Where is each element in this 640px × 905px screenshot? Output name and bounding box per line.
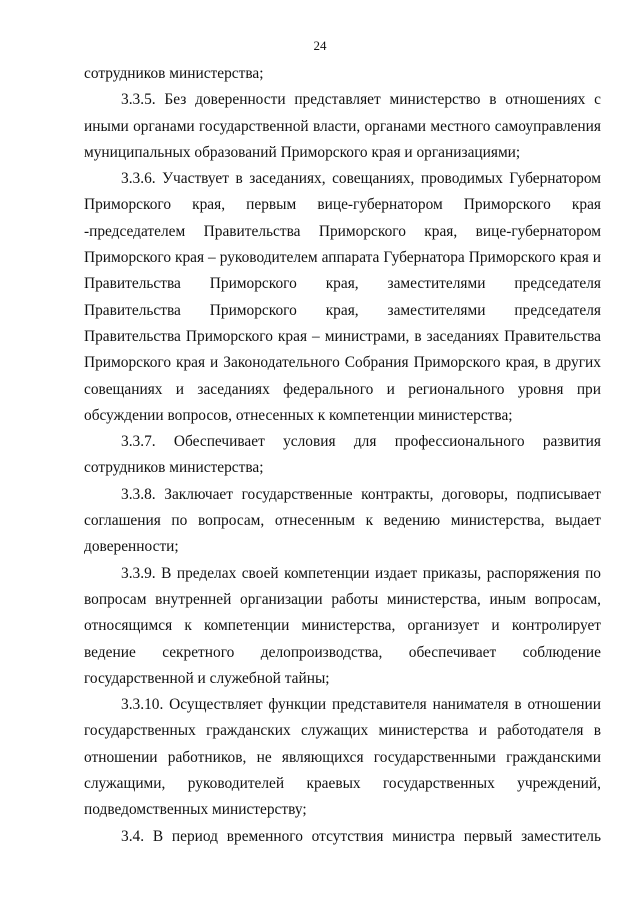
- paragraph-3-4: 3.4. В период временного отсутствия министра первый заместитель: [121, 827, 601, 845]
- document-body: [84, 61, 601, 850]
- paragraph-3-3-5: 3.3.5. Без доверенности представляет министерство в отношениях с иными органами государственной власти, органами местного самоуправления муниципальных образований Приморского края и организациями;: [84, 91, 601, 161]
- paragraph-3-3-6: 3.3.6. Участвует в заседаниях, совещаниях, проводимых Губернатором Приморского края, первым вице-губернатором Приморского края -председателем Правительства Приморского края, вице-губернатором Приморского края – руководителем аппарата Губернатора Приморского края и Правительства Приморского края, заместителями председателя Правительства Приморского края, заместителями председателя Правительства Приморского края – министрами, в заседаниях Правительства Приморского края и Законодательного Собрания Приморского края, в других совещаниях и заседаниях федерального и регионального уровня при обсуждении вопросов, отнесенных к компетенции министерства;: [84, 170, 601, 424]
- paragraph-3-3-10: 3.3.10. Осуществляет функции представителя нанимателя в отношении государственных гражданских служащих министерства и работодателя в отношении работников, не являющихся государственными гражданскими служащими, руководителей краевых государственных учреждений, подведомственных министерству;: [84, 696, 601, 819]
- page-number: 24: [313, 38, 327, 53]
- paragraph-continuation: сотрудников министерства;: [84, 65, 264, 82]
- paragraph-3-3-8: 3.3.8. Заключает государственные контракты, договоры, подписывает соглашения по вопросам, отнесенным к ведению министерства, выдает доверенности;: [84, 485, 601, 556]
- paragraph-3-3-7: 3.3.7. Обеспечивает условия для профессионального развития сотрудников министерства;: [84, 433, 601, 477]
- paragraph-3-3-9: 3.3.9. В пределах своей компетенции издает приказы, распоряжения по вопросам внутренней организации работы министерства, иным вопросам, относящимся к компетенции министерства, организует и контролирует ведение секретного делопроизводства, обеспечивает соблюдение государственной и служебной тайны;: [84, 564, 601, 687]
